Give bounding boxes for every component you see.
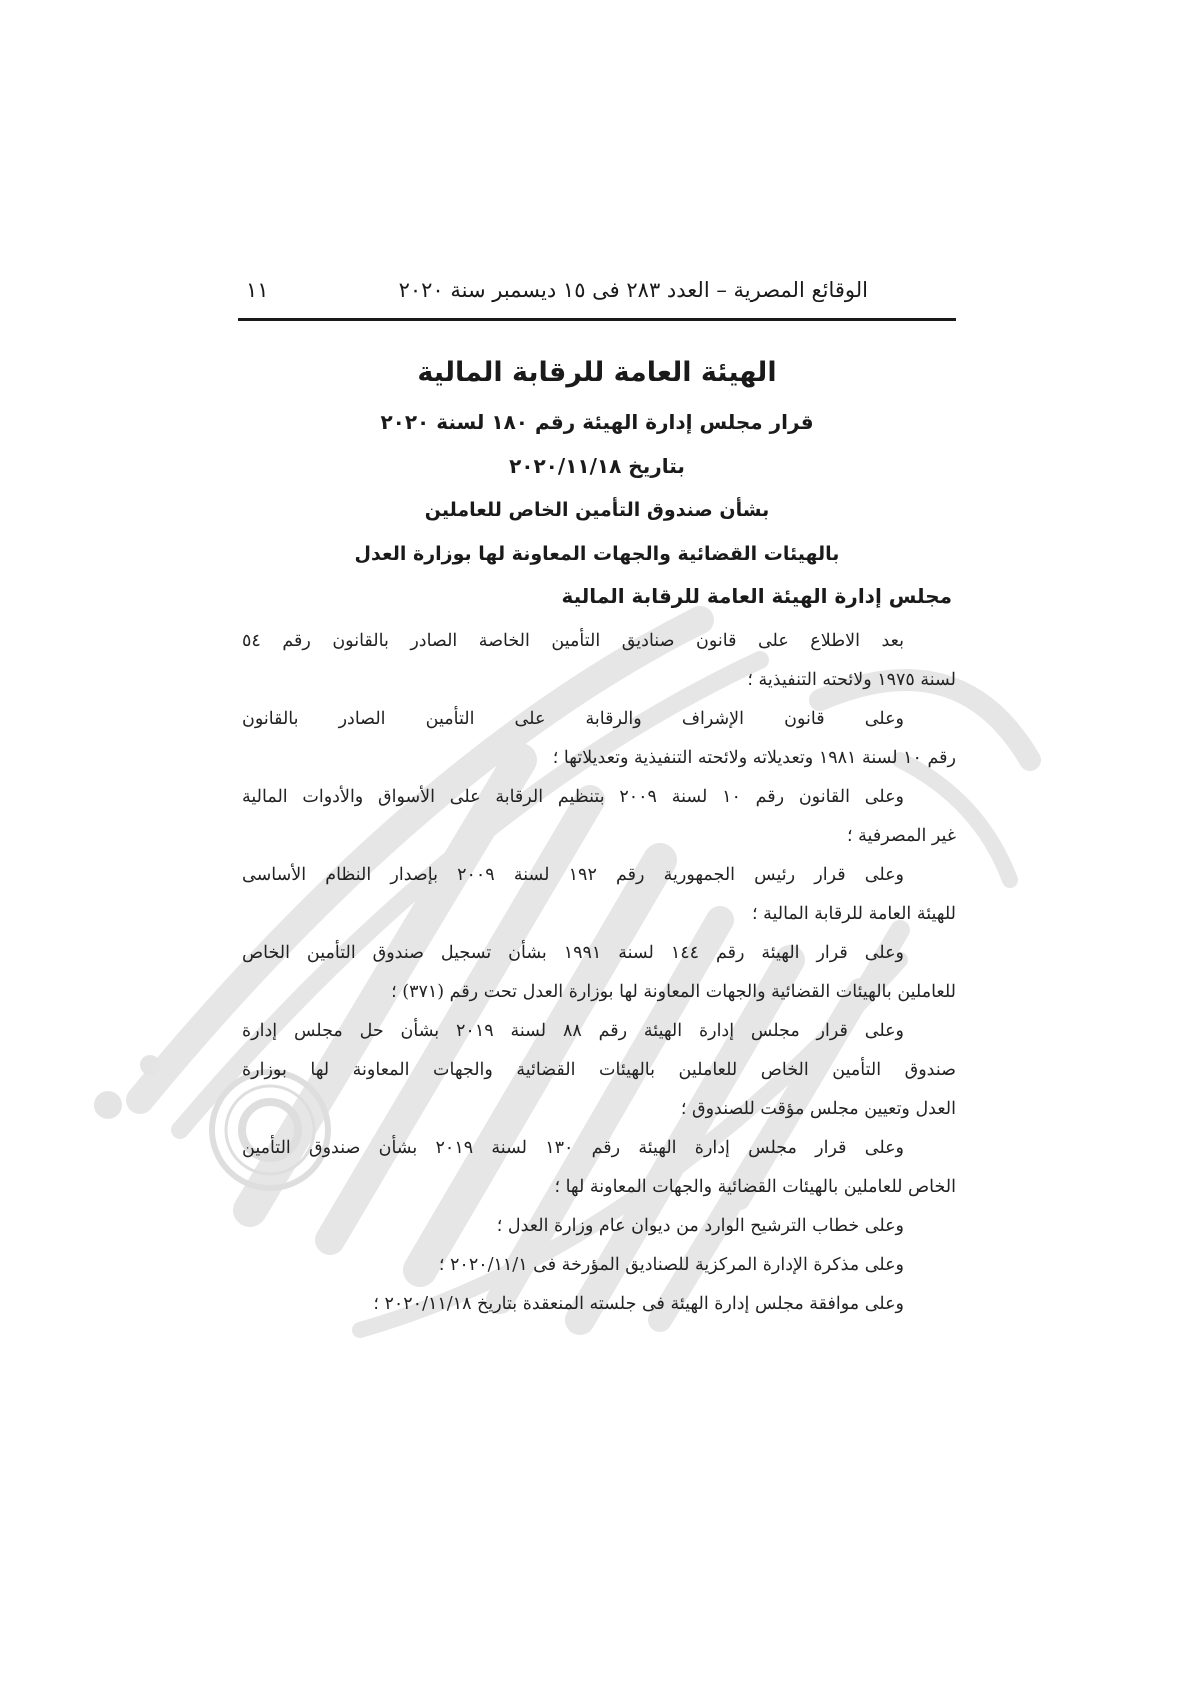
header-divider — [238, 318, 956, 321]
text-line: وعلى قرار مجلس إدارة الهيئة رقم ١٣٠ لسنة ٢٠١٩ بشأن صندوق التأمين — [242, 1138, 904, 1158]
titles-block — [238, 350, 956, 576]
paragraph — [242, 1246, 956, 1285]
paragraph — [242, 778, 956, 856]
text-line: للعاملين بالهيئات القضائية والجهات المعاونة لها بوزارة العدل تحت رقم (٣٧١) ؛ — [391, 982, 956, 1002]
paragraph — [242, 1207, 956, 1246]
paragraph — [242, 856, 956, 934]
text-line: لسنة ١٩٧٥ ولائحته التنفيذية ؛ — [747, 670, 956, 690]
paragraph — [242, 622, 956, 700]
text-line: وعلى قرار مجلس إدارة الهيئة رقم ٨٨ لسنة ٢٠١٩ بشأن حل مجلس إدارة — [242, 1021, 904, 1041]
text-line: وعلى القانون رقم ١٠ لسنة ٢٠٠٩ بتنظيم الرقابة على الأسواق والأدوات المالية — [242, 787, 904, 807]
text-line: غير المصرفية ؛ — [847, 826, 956, 846]
text-line: وعلى قرار رئيس الجمهورية رقم ١٩٢ لسنة ٢٠٠٩ بإصدار النظام الأساسى — [242, 865, 905, 885]
paragraph — [242, 1129, 956, 1207]
decision-title: قرار مجلس إدارة الهيئة رقم ١٨٠ لسنة ٢٠٢٠ — [380, 410, 814, 434]
header-title: الوقائع المصرية – العدد ٢٨٣ فى ١٥ ديسمبر سنة ٢٠٢٠ — [398, 278, 868, 302]
text-line: الخاص للعاملين بالهيئات القضائية والجهات المعاونة لها ؛ — [554, 1177, 956, 1197]
decision-date: بتاريخ ٢٠٢٠/١١/١٨ — [509, 454, 685, 478]
text-line: رقم ١٠ لسنة ١٩٨١ وتعديلاته ولائحته التنفيذية وتعديلاتها ؛ — [552, 748, 956, 768]
board-heading: مجلس إدارة الهيئة العامة للرقابة المالية — [561, 584, 952, 608]
paragraph — [242, 934, 956, 1012]
text-line: بعد الاطلاع على قانون صناديق التأمين الخاصة الصادر بالقانون رقم ٥٤ — [242, 631, 904, 651]
text-line: وعلى خطاب الترشيح الوارد من ديوان عام وزارة العدل ؛ — [496, 1216, 904, 1236]
text-line: وعلى قانون الإشراف والرقابة على التأمين الصادر بالقانون — [242, 709, 904, 729]
authority-title: الهيئة العامة للرقابة المالية — [417, 357, 777, 388]
paragraph — [242, 1285, 956, 1324]
text-line: للهيئة العامة للرقابة المالية ؛ — [751, 904, 956, 924]
subject-line-2: بالهيئات القضائية والجهات المعاونة لها بوزارة العدل — [354, 543, 840, 565]
paragraph — [242, 1012, 956, 1129]
text-line: العدل وتعيين مجلس مؤقت للصندوق ؛ — [680, 1099, 956, 1119]
text-line: صندوق التأمين الخاص للعاملين بالهيئات القضائية والجهات المعاونة لها بوزارة — [242, 1060, 956, 1080]
text-line: وعلى مذكرة الإدارة المركزية للصناديق المؤرخة فى ٢٠٢٠/١١/١ ؛ — [438, 1255, 904, 1275]
decision-body — [242, 622, 956, 1324]
paragraph — [242, 700, 956, 778]
subject-line-1: بشأن صندوق التأمين الخاص للعاملين — [424, 499, 770, 521]
gazette-header — [238, 272, 956, 308]
text-line: وعلى قرار الهيئة رقم ١٤٤ لسنة ١٩٩١ بشأن تسجيل صندوق التأمين الخاص — [242, 943, 904, 963]
page-number: ١١ — [246, 278, 269, 302]
text-line: وعلى موافقة مجلس إدارة الهيئة فى جلسته المنعقدة بتاريخ ٢٠٢٠/١١/١٨ ؛ — [373, 1294, 904, 1314]
